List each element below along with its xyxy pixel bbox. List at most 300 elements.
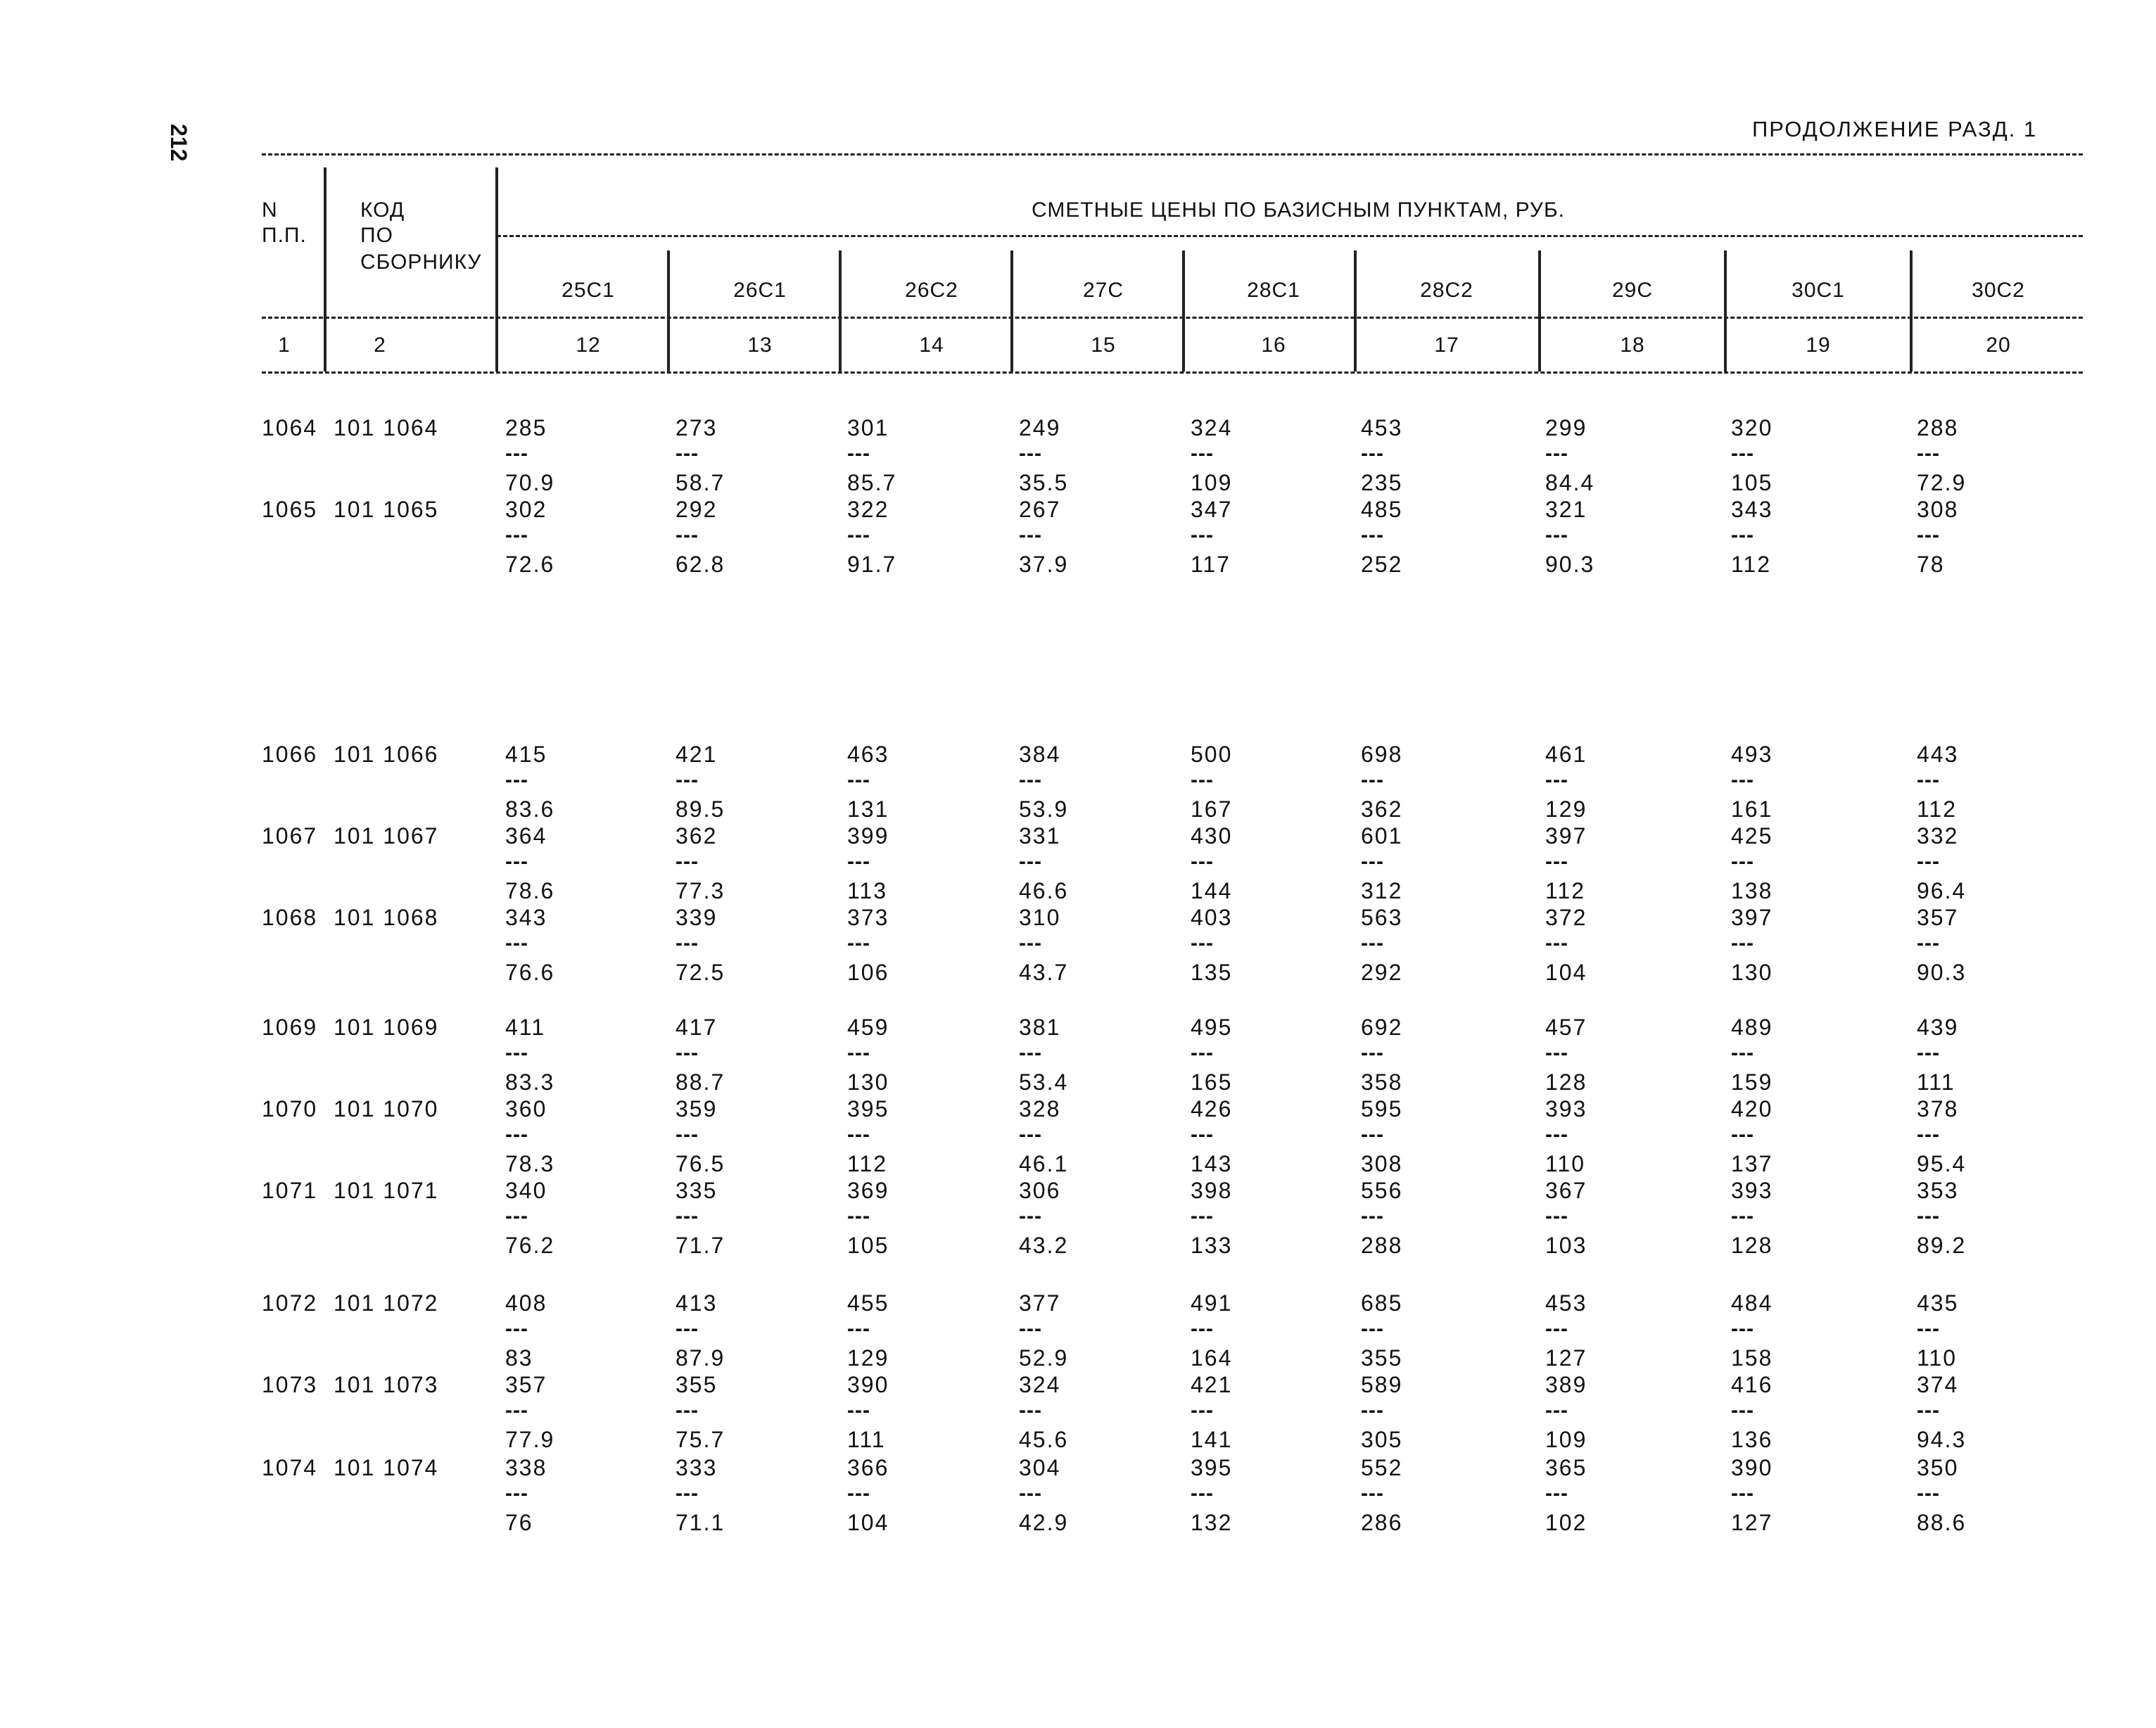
price-wages: 305	[1361, 1427, 1403, 1452]
price-wages: 72.6	[505, 552, 555, 577]
price-total: 417	[676, 1015, 718, 1040]
price-wages: 132	[1191, 1510, 1233, 1535]
fraction-bar: ---	[1191, 1317, 1214, 1340]
fraction-bar: ---	[1019, 442, 1042, 465]
row-number: 1069	[262, 1015, 318, 1040]
price-total: 393	[1731, 1178, 1773, 1203]
fraction-bar: ---	[1361, 850, 1384, 873]
fraction-bar: ---	[1191, 768, 1214, 792]
price-wages: 136	[1731, 1427, 1773, 1452]
price-wages: 131	[847, 796, 889, 822]
column-number: 13	[747, 333, 773, 357]
row-number: 1064	[262, 415, 318, 440]
price-wages: 235	[1361, 470, 1403, 495]
fraction-bar: ---	[1545, 1041, 1568, 1065]
price-wages: 70.9	[505, 470, 555, 495]
fraction-bar: ---	[1191, 1205, 1214, 1228]
fraction-bar: ---	[1917, 1482, 1940, 1505]
price-wages: 159	[1731, 1069, 1773, 1095]
price-total: 310	[1019, 905, 1061, 930]
fraction-bar: ---	[676, 1205, 699, 1228]
price-total: 692	[1361, 1015, 1403, 1040]
fraction-bar: ---	[676, 768, 699, 792]
fraction-bar: ---	[1191, 932, 1214, 955]
price-total: 426	[1191, 1096, 1233, 1122]
price-wages: 72.9	[1917, 470, 1967, 495]
price-wages: 167	[1191, 796, 1233, 822]
fraction-bar: ---	[1545, 1123, 1568, 1146]
price-total: 399	[847, 823, 889, 849]
price-total: 292	[676, 497, 718, 522]
fraction-bar: ---	[1917, 1205, 1940, 1228]
fraction-bar: ---	[1731, 523, 1754, 547]
column-header: 29С	[1611, 279, 1654, 302]
group-title-rule	[497, 235, 2083, 237]
price-total: 595	[1361, 1096, 1403, 1122]
column-header: 30С2	[1972, 279, 2025, 302]
price-total: 411	[505, 1015, 546, 1040]
price-wages: 83	[505, 1345, 533, 1371]
price-total: 421	[1191, 1372, 1233, 1397]
price-total: 425	[1731, 823, 1773, 849]
price-wages: 158	[1731, 1345, 1773, 1371]
price-wages: 78.3	[505, 1151, 555, 1176]
price-wages: 127	[1545, 1345, 1587, 1371]
price-wages: 137	[1731, 1151, 1773, 1176]
price-total: 384	[1019, 742, 1061, 767]
price-wages: 72.5	[676, 960, 725, 985]
price-wages: 71.1	[676, 1510, 725, 1535]
price-total: 302	[505, 497, 547, 522]
price-wages: 308	[1361, 1151, 1403, 1176]
fraction-bar: ---	[505, 1399, 528, 1422]
fraction-bar: ---	[1019, 932, 1042, 955]
fraction-bar: ---	[1191, 1399, 1214, 1422]
price-wages: 106	[847, 960, 889, 985]
price-wages: 135	[1191, 960, 1233, 985]
price-total: 304	[1019, 1455, 1061, 1480]
price-wages: 130	[1731, 960, 1773, 985]
price-total: 331	[1019, 823, 1061, 849]
row-number: 1068	[262, 905, 318, 930]
column-number: 2	[374, 333, 386, 357]
price-total: 430	[1191, 823, 1233, 849]
price-total: 321	[1545, 497, 1587, 522]
price-wages: 76.2	[505, 1233, 555, 1258]
fraction-bar: ---	[1361, 523, 1384, 547]
fraction-bar: ---	[1361, 1399, 1384, 1422]
fraction-bar: ---	[847, 1205, 870, 1228]
fraction-bar: ---	[1545, 442, 1568, 465]
fraction-bar: ---	[847, 932, 870, 955]
price-wages: 105	[847, 1233, 889, 1258]
fraction-bar: ---	[676, 1123, 699, 1146]
price-wages: 355	[1361, 1345, 1403, 1371]
fraction-bar: ---	[1545, 1399, 1568, 1422]
price-total: 306	[1019, 1178, 1061, 1203]
row-number: 1073	[262, 1372, 318, 1397]
price-total: 377	[1019, 1290, 1061, 1316]
price-total: 249	[1019, 415, 1061, 440]
price-total: 461	[1545, 742, 1587, 767]
col-divider	[839, 250, 842, 371]
price-wages: 58.7	[676, 470, 725, 495]
row-code: 101 1068	[334, 905, 439, 930]
price-total: 340	[505, 1178, 547, 1203]
col-divider	[667, 250, 670, 371]
price-wages: 292	[1361, 960, 1403, 985]
price-total: 365	[1545, 1455, 1587, 1480]
column-header: 30С1	[1792, 279, 1845, 302]
fraction-bar: ---	[1191, 1123, 1214, 1146]
fraction-bar: ---	[676, 523, 699, 547]
col-divider-np	[324, 167, 326, 371]
fraction-bar: ---	[1917, 850, 1940, 873]
price-wages: 133	[1191, 1233, 1233, 1258]
price-total: 366	[847, 1455, 889, 1480]
price-wages: 104	[847, 1510, 889, 1535]
price-total: 357	[505, 1372, 547, 1397]
fraction-bar: ---	[847, 1041, 870, 1065]
price-total: 495	[1191, 1015, 1233, 1040]
price-wages: 90.3	[1917, 960, 1967, 985]
price-total: 395	[1191, 1455, 1233, 1480]
price-total: 335	[676, 1178, 718, 1203]
fraction-bar: ---	[1361, 932, 1384, 955]
fraction-bar: ---	[1361, 1317, 1384, 1340]
row-code: 101 1064	[334, 415, 439, 440]
price-total: 355	[676, 1372, 718, 1397]
price-wages: 112	[847, 1151, 888, 1176]
row-code: 101 1074	[334, 1455, 439, 1480]
fraction-bar: ---	[1731, 1482, 1754, 1505]
price-wages: 52.9	[1019, 1345, 1069, 1371]
price-total: 328	[1019, 1096, 1061, 1122]
price-wages: 103	[1545, 1233, 1587, 1258]
price-total: 457	[1545, 1015, 1587, 1040]
price-total: 439	[1917, 1015, 1959, 1040]
price-total: 403	[1191, 905, 1233, 930]
fraction-bar: ---	[1191, 523, 1214, 547]
col-divider	[1182, 250, 1185, 371]
fraction-bar: ---	[1191, 442, 1214, 465]
fraction-bar: ---	[1191, 1482, 1214, 1505]
price-wages: 112	[1731, 552, 1772, 577]
price-total: 489	[1731, 1015, 1773, 1040]
price-total: 333	[676, 1455, 718, 1480]
price-total: 393	[1545, 1096, 1587, 1122]
price-wages: 110	[1545, 1151, 1586, 1176]
fraction-bar: ---	[1019, 1482, 1042, 1505]
fraction-bar: ---	[1191, 850, 1214, 873]
fraction-bar: ---	[1361, 1041, 1384, 1065]
price-total: 357	[1917, 905, 1959, 930]
price-total: 343	[505, 905, 547, 930]
fraction-bar: ---	[676, 932, 699, 955]
price-wages: 45.6	[1019, 1427, 1069, 1452]
price-total: 484	[1731, 1290, 1773, 1316]
price-total: 491	[1191, 1290, 1233, 1316]
price-wages: 117	[1191, 552, 1231, 577]
fraction-bar: ---	[1545, 1205, 1568, 1228]
price-wages: 83.6	[505, 796, 555, 822]
column-header: 26С1	[733, 279, 787, 302]
price-total: 552	[1361, 1455, 1403, 1480]
fraction-bar: ---	[1731, 1041, 1754, 1065]
price-total: 324	[1191, 415, 1233, 440]
price-wages: 46.6	[1019, 878, 1069, 903]
col-divider	[1724, 250, 1727, 371]
fraction-bar: ---	[676, 442, 699, 465]
price-total: 373	[847, 905, 889, 930]
price-wages: 161	[1731, 796, 1773, 822]
price-wages: 111	[847, 1427, 886, 1452]
price-wages: 109	[1191, 470, 1233, 495]
price-wages: 358	[1361, 1069, 1403, 1095]
price-wages: 84.4	[1545, 470, 1595, 495]
price-total: 408	[505, 1290, 547, 1316]
price-total: 288	[1917, 415, 1959, 440]
price-wages: 53.4	[1019, 1069, 1069, 1095]
row-code: 101 1065	[334, 497, 439, 522]
price-wages: 138	[1731, 878, 1773, 903]
price-wages: 76	[505, 1510, 533, 1535]
price-wages: 43.2	[1019, 1233, 1069, 1258]
fraction-bar: ---	[847, 1399, 870, 1422]
fraction-bar: ---	[847, 1482, 870, 1505]
col-divider	[1538, 250, 1541, 371]
fraction-bar: ---	[1917, 932, 1940, 955]
fraction-bar: ---	[1361, 1482, 1384, 1505]
price-total: 398	[1191, 1178, 1233, 1203]
fraction-bar: ---	[505, 523, 528, 547]
fraction-bar: ---	[676, 1041, 699, 1065]
row-code: 101 1073	[334, 1372, 439, 1397]
fraction-bar: ---	[1917, 1041, 1940, 1065]
price-wages: 164	[1191, 1345, 1233, 1371]
price-wages: 42.9	[1019, 1510, 1069, 1535]
price-wages: 91.7	[847, 552, 897, 577]
price-total: 389	[1545, 1372, 1587, 1397]
price-wages: 141	[1191, 1427, 1233, 1452]
fraction-bar: ---	[1731, 1317, 1754, 1340]
fraction-bar: ---	[676, 1317, 699, 1340]
price-wages: 77.9	[505, 1427, 555, 1452]
price-total: 397	[1731, 905, 1773, 930]
column-number: 16	[1261, 333, 1286, 357]
fraction-bar: ---	[1019, 1317, 1042, 1340]
price-total: 299	[1545, 415, 1587, 440]
fraction-bar: ---	[1191, 1041, 1214, 1065]
column-header: 26С2	[905, 279, 958, 302]
price-wages: 96.4	[1917, 878, 1967, 903]
header-middle-rule	[262, 317, 2083, 319]
fraction-bar: ---	[847, 1317, 870, 1340]
price-wages: 53.9	[1019, 796, 1069, 822]
price-total: 685	[1361, 1290, 1403, 1316]
fraction-bar: ---	[505, 442, 528, 465]
fraction-bar: ---	[1731, 1205, 1754, 1228]
price-total: 320	[1731, 415, 1773, 440]
price-total: 601	[1361, 823, 1403, 849]
fraction-bar: ---	[1361, 768, 1384, 792]
fraction-bar: ---	[505, 1317, 528, 1340]
np-label-1: N	[262, 198, 278, 222]
price-wages: 112	[1917, 796, 1958, 822]
row-number: 1066	[262, 742, 318, 767]
price-wages: 127	[1731, 1510, 1773, 1535]
column-number: 19	[1806, 333, 1831, 357]
price-total: 322	[847, 497, 889, 522]
price-total: 381	[1019, 1015, 1061, 1040]
price-total: 362	[676, 823, 718, 849]
fraction-bar: ---	[1731, 768, 1754, 792]
price-wages: 46.1	[1019, 1151, 1069, 1176]
price-total: 589	[1361, 1372, 1403, 1397]
price-wages: 89.2	[1917, 1233, 1967, 1258]
price-wages: 37.9	[1019, 552, 1069, 577]
price-wages: 109	[1545, 1427, 1587, 1452]
fraction-bar: ---	[505, 932, 528, 955]
price-wages: 128	[1545, 1069, 1587, 1095]
fraction-bar: ---	[505, 768, 528, 792]
fraction-bar: ---	[676, 1399, 699, 1422]
fraction-bar: ---	[1545, 1317, 1568, 1340]
price-total: 350	[1917, 1455, 1959, 1480]
fraction-bar: ---	[1361, 1123, 1384, 1146]
price-total: 455	[847, 1290, 889, 1316]
price-wages: 83.3	[505, 1069, 555, 1095]
price-wages: 104	[1545, 960, 1587, 985]
price-wages: 130	[847, 1069, 889, 1095]
price-total: 463	[847, 742, 889, 767]
price-wages: 62.8	[676, 552, 725, 577]
price-wages: 76.6	[505, 960, 555, 985]
price-wages: 288	[1361, 1233, 1403, 1258]
price-wages: 71.7	[676, 1233, 725, 1258]
row-number: 1070	[262, 1096, 318, 1122]
fraction-bar: ---	[1019, 523, 1042, 547]
row-code: 101 1072	[334, 1290, 439, 1316]
fraction-bar: ---	[1361, 442, 1384, 465]
fraction-bar: ---	[1917, 1399, 1940, 1422]
price-wages: 85.7	[847, 470, 897, 495]
price-wages: 111	[1917, 1069, 1955, 1095]
price-wages: 110	[1917, 1345, 1958, 1371]
code-label-3: СБОРНИКУ	[360, 250, 482, 274]
fraction-bar: ---	[847, 523, 870, 547]
fraction-bar: ---	[1917, 768, 1940, 792]
price-total: 332	[1917, 823, 1959, 849]
fraction-bar: ---	[1545, 1482, 1568, 1505]
price-total: 267	[1019, 497, 1061, 522]
fraction-bar: ---	[1545, 523, 1568, 547]
column-number: 1	[278, 333, 291, 357]
fraction-bar: ---	[1545, 768, 1568, 792]
price-total: 372	[1545, 905, 1587, 930]
price-wages: 89.5	[676, 796, 725, 822]
column-number: 20	[1986, 333, 2011, 357]
np-label-2: П.П.	[262, 224, 307, 247]
fraction-bar: ---	[1361, 1205, 1384, 1228]
continuation-title: ПРОДОЛЖЕНИЕ РАЗД. 1	[1752, 117, 2038, 141]
price-wages: 94.3	[1917, 1427, 1967, 1452]
price-wages: 165	[1191, 1069, 1233, 1095]
price-total: 397	[1545, 823, 1587, 849]
column-header: 28С1	[1247, 279, 1300, 302]
price-total: 369	[847, 1178, 889, 1203]
row-number: 1074	[262, 1455, 318, 1480]
price-total: 459	[847, 1015, 889, 1040]
fraction-bar: ---	[1731, 850, 1754, 873]
fraction-bar: ---	[847, 768, 870, 792]
row-code: 101 1070	[334, 1096, 439, 1122]
fraction-bar: ---	[1019, 1205, 1042, 1228]
column-number: 12	[576, 333, 601, 357]
price-total: 390	[847, 1372, 889, 1397]
price-wages: 105	[1731, 470, 1773, 495]
price-total: 353	[1917, 1178, 1959, 1203]
price-wages: 90.3	[1545, 552, 1595, 577]
fraction-bar: ---	[505, 1041, 528, 1065]
fraction-bar: ---	[676, 1482, 699, 1505]
price-wages: 128	[1731, 1233, 1773, 1258]
price-total: 443	[1917, 742, 1959, 767]
price-total: 421	[676, 742, 718, 767]
price-total: 367	[1545, 1178, 1587, 1203]
price-wages: 87.9	[676, 1345, 725, 1371]
price-wages: 77.3	[676, 878, 725, 903]
price-total: 413	[676, 1290, 718, 1316]
price-wages: 78.6	[505, 878, 555, 903]
fraction-bar: ---	[1019, 1399, 1042, 1422]
row-code: 101 1066	[334, 742, 439, 767]
price-wages: 252	[1361, 552, 1403, 577]
price-wages: 75.7	[676, 1427, 725, 1452]
fraction-bar: ---	[1917, 1123, 1940, 1146]
price-wages: 88.6	[1917, 1510, 1967, 1535]
price-wages: 143	[1191, 1151, 1233, 1176]
price-wages: 144	[1191, 878, 1233, 903]
price-wages: 312	[1361, 878, 1403, 903]
col-divider-code	[495, 167, 498, 371]
price-total: 500	[1191, 742, 1233, 767]
price-wages: 129	[847, 1345, 889, 1371]
price-total: 359	[676, 1096, 718, 1122]
fraction-bar: ---	[1731, 1123, 1754, 1146]
price-wages: 286	[1361, 1510, 1403, 1535]
price-total: 416	[1731, 1372, 1773, 1397]
row-code: 101 1069	[334, 1015, 439, 1040]
price-wages: 35.5	[1019, 470, 1069, 495]
fraction-bar: ---	[1019, 768, 1042, 792]
group-title: СМЕТНЫЕ ЦЕНЫ ПО БАЗИСНЫМ ПУНКТАМ, РУБ.	[1032, 198, 1565, 222]
price-total: 374	[1917, 1372, 1959, 1397]
fraction-bar: ---	[1545, 932, 1568, 955]
row-number: 1065	[262, 497, 318, 522]
fraction-bar: ---	[505, 1123, 528, 1146]
price-wages: 43.7	[1019, 960, 1069, 985]
code-label-1: КОД	[360, 198, 405, 222]
column-header: 28С2	[1420, 279, 1473, 302]
header-bottom-rule	[262, 371, 2083, 374]
fraction-bar: ---	[1731, 442, 1754, 465]
page-number: 212	[166, 124, 191, 162]
price-wages: 362	[1361, 796, 1403, 822]
header-top-rule	[262, 153, 2083, 155]
row-code: 101 1067	[334, 823, 439, 849]
price-total: 453	[1361, 415, 1403, 440]
